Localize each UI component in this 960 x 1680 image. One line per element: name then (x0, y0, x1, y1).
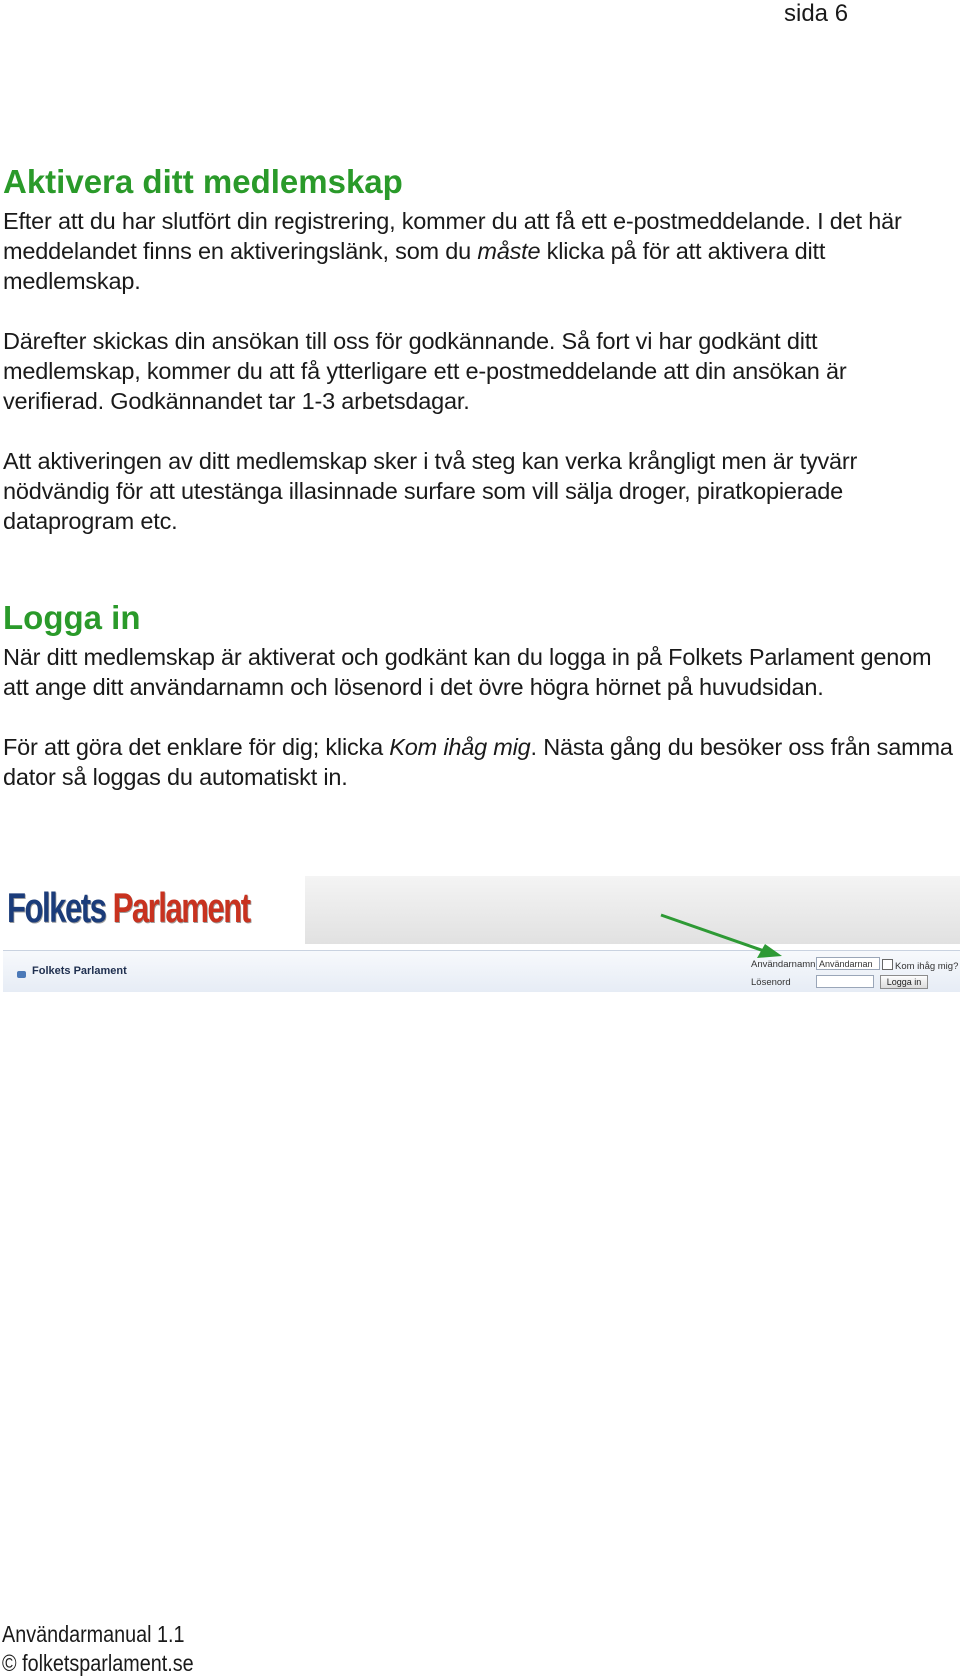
username-input[interactable]: Användarnan (816, 957, 880, 970)
emphasis-remember-me: Kom ihåg mig (389, 734, 531, 760)
document-body (3, 158, 953, 792)
text-fragment: . Nästa gång du besöker oss från samma dator så loggas du automatiskt in. (3, 734, 953, 790)
login-screenshot (3, 876, 960, 992)
pointer-arrow-icon (3, 876, 960, 992)
text-fragment: klicka på för att aktivera ditt medlemskap. (3, 238, 826, 294)
paragraph-login-instructions: När ditt medlemskap är aktiverat och godkänt kan du logga in på Folkets Parlament genom att ange ditt användarnamn och lösenord i det övre högra hörnet på huvudsidan. (3, 644, 932, 700)
heading-activate-membership: Aktivera ditt medlemskap (3, 163, 403, 200)
footer-copyright: © folketsparlament.se (2, 1650, 194, 1676)
password-label: Lösenord (751, 977, 791, 988)
text-fragment: För att göra det enklare för dig; klicka (3, 734, 390, 760)
emphasis-maste: måste (477, 238, 541, 264)
login-button[interactable]: Logga in (880, 975, 928, 989)
remember-me-label: Kom ihåg mig? (895, 961, 959, 972)
page-footer (2, 1620, 225, 1678)
heading-login: Logga in (3, 599, 141, 636)
paragraph-activation-email (3, 206, 953, 296)
paragraph-two-step: Att aktiveringen av ditt medlemskap sker i två steg kan verka krångligt men är tyvärr nödvändig för att utestänga illasinnade surfare som vill sälja droger, piratkopierade dataprogram etc. (3, 448, 858, 534)
username-label: Användarnamn (751, 959, 816, 970)
site-name: Folkets Parlament (32, 965, 127, 977)
paragraph-remember-me (3, 732, 953, 792)
paragraph-approval: Därefter skickas din ansökan till oss för godkännande. Så fort vi har godkänt ditt medlemskap, kommer du att få ytterligare ett e-postmeddelande att din ansökan är verifierad. Godkännandet tar 1-3 arbetsdagar. (3, 328, 847, 414)
page-number: sida 6 (784, 0, 849, 27)
folkets-parlament-logo: Folkets Parlament (7, 884, 250, 931)
footer-manual-version: Användarmanual 1.1 (2, 1621, 185, 1647)
text-fragment: Efter att du har slutfört din registrering, kommer du att få ett e-postmeddelande. I det här meddelandet finns en aktiveringslänk, som du (3, 208, 902, 264)
